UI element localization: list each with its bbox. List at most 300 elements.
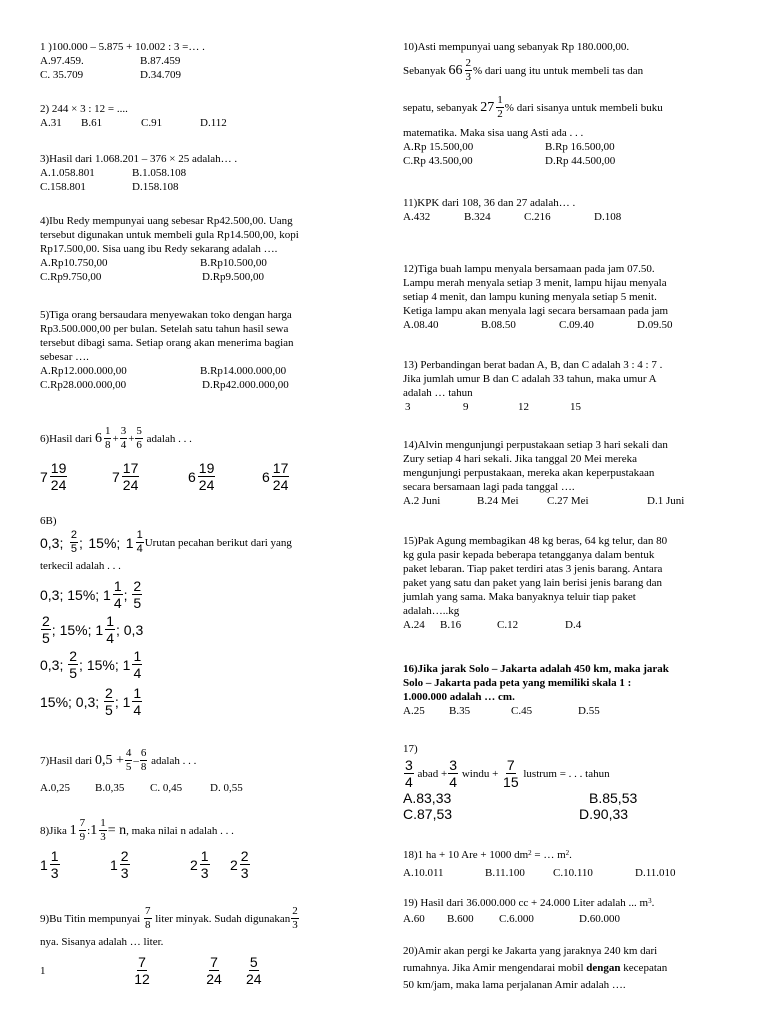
equals: = n — [107, 822, 127, 838]
question-6-prefix: 6)Hasil dari — [40, 432, 93, 445]
question-14-line: mengunjungi perpustakaan, mereka akan keperpustakaan — [403, 467, 655, 479]
question-16-line: 16)Jika jarak Solo – Jakarta adalah 450 km, maka jarak — [403, 663, 669, 675]
question-17-options-row2 — [403, 807, 751, 821]
question-16 — [403, 662, 751, 718]
option-a[interactable]: A.2 Juni — [403, 495, 441, 507]
numerator: 2 — [240, 848, 249, 864]
question-5-line: tersebut dibagi sama. Setiap orang akan menerima bagian — [40, 337, 294, 349]
numerator: 2 — [105, 685, 113, 701]
numerator: 2 — [70, 529, 77, 541]
option-b[interactable]: B.16 — [440, 619, 462, 631]
denominator: 3 — [120, 865, 129, 881]
mixed-fraction — [95, 426, 113, 451]
question-4-options — [40, 256, 370, 270]
separator: ; — [123, 586, 128, 603]
option-c[interactable]: C.27 Mei — [547, 495, 589, 507]
value: ; 0,3 — [115, 621, 144, 638]
question-20-line: 20)Amir akan pergi ke Jakarta yang jaraknya 240 km dari — [403, 945, 658, 957]
question-12-options — [403, 318, 751, 332]
numerator: 2 — [133, 578, 142, 594]
numerator: 1 — [497, 94, 503, 106]
option-a[interactable]: 3 — [405, 401, 411, 413]
mixed-fraction — [123, 686, 144, 717]
question-10-line: matematika. Maka sisa uang Asti ada . . . — [403, 127, 584, 139]
text: windu + — [461, 767, 499, 780]
option-c[interactable]: C.Rp9.750,00 — [40, 271, 102, 283]
numerator: 2 — [465, 57, 472, 69]
value: 15%; — [88, 534, 121, 551]
question-2-stem: 2) 244 × 3 : 12 = .... — [40, 103, 128, 115]
denominator: 4 — [136, 543, 143, 555]
fraction — [404, 758, 414, 789]
option-a[interactable]: A.1.058.801 — [40, 167, 95, 179]
option-b[interactable]: B.08.50 — [481, 319, 516, 331]
question-5-line: sebesar …. — [40, 351, 89, 363]
option-a[interactable]: 1 — [40, 964, 46, 977]
question-5-line: 5)Tiga orang bersaudara menyewakan toko dengan harga — [40, 309, 292, 321]
text: % dari uang itu untuk membeli tas dan — [473, 64, 644, 77]
question-9-text: liter minyak. Sudah digunakan — [155, 912, 291, 925]
question-13-options — [403, 400, 751, 414]
question-11 — [403, 196, 751, 224]
plus-sign: + — [128, 432, 135, 445]
whole: 6 — [262, 468, 270, 485]
denominator: 5 — [133, 595, 142, 611]
question-1-options-row2 — [40, 68, 370, 82]
value: 0,3; — [40, 534, 64, 551]
fraction — [41, 614, 51, 645]
option-c[interactable]: C.Rp 43.500,00 — [403, 155, 473, 167]
superscript: 3 — [648, 897, 652, 905]
question-8-options — [40, 849, 370, 880]
option-a[interactable]: A.24 — [403, 619, 425, 631]
denominator: 6 — [136, 439, 142, 451]
option-d[interactable]: D.4 — [565, 619, 582, 631]
fraction — [70, 530, 78, 555]
option-d[interactable] — [40, 686, 370, 717]
denominator: 5 — [70, 543, 77, 555]
question-6b-text: terkecil adalah . . . — [40, 560, 121, 572]
denominator: 3 — [292, 919, 298, 931]
option-c[interactable]: C.158.801 — [40, 181, 86, 193]
whole: 27 — [480, 99, 495, 115]
denominator: 24 — [198, 477, 215, 493]
question-1-stem: 1 )100.000 – 5.875 + 10.002 : 3 =… . — [40, 41, 205, 53]
denominator: 2 — [497, 108, 503, 120]
option-b[interactable]: B.Rp 16.500,00 — [545, 141, 615, 153]
question-9-prefix: 9)Bu Titin mempunyai — [40, 912, 141, 925]
fraction — [135, 426, 143, 451]
question-20-line — [403, 961, 751, 975]
option-c[interactable] — [188, 461, 262, 492]
mixed-fraction — [95, 614, 116, 645]
question-16-line: Solo – Jakarta pada peta yang memiliki skala 1 : — [403, 677, 632, 689]
option-d[interactable]: D.60.000 — [579, 913, 620, 925]
option-b[interactable]: B.87.459 — [140, 55, 181, 67]
question-9-options — [40, 955, 370, 986]
question-9-text: nya. Sisanya adalah … liter. — [40, 936, 164, 948]
denominator: 3 — [50, 865, 59, 881]
numerator: 2 — [120, 848, 129, 864]
question-19-options — [403, 912, 751, 926]
text: abad + — [417, 767, 448, 780]
denominator: 24 — [50, 477, 67, 493]
question-5-line: Rp3.500.000,00 per bulan. Setelah satu tahun hasil sewa — [40, 323, 289, 335]
denominator: 15 — [503, 774, 519, 790]
option-c[interactable] — [185, 955, 243, 986]
option-c[interactable]: C.09.40 — [559, 319, 594, 331]
question-8-stem — [40, 818, 370, 843]
numerator: 19 — [50, 460, 67, 476]
question-12 — [403, 262, 751, 332]
option-a[interactable]: A.25 — [403, 705, 425, 717]
question-18-options — [403, 866, 751, 880]
option-b[interactable]: B.Rp10.500,00 — [200, 257, 267, 269]
question-10-line — [403, 95, 751, 120]
mixed-fraction — [103, 579, 124, 610]
whole: 1 — [40, 856, 48, 873]
question-13-line: Jika jumlah umur B dan C adalah 33 tahun, maka umur A — [403, 373, 657, 385]
option-d[interactable]: 15 — [570, 401, 581, 413]
superscript: 2 — [565, 849, 570, 857]
question-2 — [40, 102, 370, 130]
question-15-line: kg gula pasir kepada beberapa tetangganya dalam bentuk — [403, 549, 655, 561]
option-d[interactable] — [262, 461, 290, 492]
question-13 — [403, 358, 751, 414]
question-12-line: Lampu merah menyala setiap 3 menit, lampu hijau menyala — [403, 277, 667, 289]
option-b[interactable] — [101, 955, 183, 986]
value: 0,5 + — [94, 752, 124, 768]
question-12-line: 12)Tiga buah lampu menyala bersamaan pada jam 07.50. — [403, 263, 655, 275]
option-d[interactable]: D.90,33 — [579, 806, 629, 822]
numerator: 1 — [200, 848, 209, 864]
mixed-fraction — [126, 530, 145, 555]
question-4-line: tersebut digunakan untuk membeli gula Rp14.500,00, kopi — [40, 229, 299, 241]
question-6 — [40, 426, 370, 492]
numerator: 2 — [69, 648, 78, 664]
question-7-prefix: 7)Hasil dari — [40, 754, 93, 767]
question-15-options — [403, 618, 751, 632]
option-a[interactable]: A.Rp10.750,00 — [40, 257, 108, 269]
superscript: 2 — [528, 849, 532, 857]
option-b[interactable] — [40, 614, 370, 645]
option-b[interactable] — [112, 461, 188, 492]
question-10-options-row2 — [403, 154, 751, 168]
whole: 1 — [122, 656, 131, 673]
text: Sebanyak — [403, 64, 446, 77]
option-d[interactable]: D.11.010 — [635, 867, 676, 879]
question-10-options — [403, 140, 751, 154]
question-18-stem — [403, 848, 751, 862]
option-b[interactable] — [110, 849, 190, 880]
question-17-options — [403, 791, 751, 805]
text: % dari sisanya untuk membeli buku — [504, 101, 663, 114]
whole: 1 — [122, 693, 131, 710]
mixed-fraction — [69, 817, 91, 843]
numerator: 5 — [249, 954, 258, 970]
question-14-line: 14)Alvin mengunjungi perpustakaan setiap 3 hari sekali dan — [403, 439, 668, 451]
question-5-options — [40, 364, 370, 378]
option-d[interactable]: D.112 — [200, 117, 227, 129]
question-6-suffix: adalah . . . — [146, 432, 192, 445]
question-6b-label: 6B) — [40, 515, 57, 527]
denominator: 4 — [120, 439, 127, 451]
option-a[interactable]: A.60 — [403, 913, 425, 925]
numerator: 1 — [106, 613, 114, 629]
denominator: 4 — [113, 595, 122, 611]
option-b[interactable]: B.85,53 — [589, 790, 638, 806]
option-d[interactable]: D.09.50 — [637, 319, 673, 331]
question-6b-stem — [40, 530, 370, 555]
question-3-options-row2 — [40, 180, 370, 194]
question-4 — [40, 214, 370, 284]
denominator: 24 — [272, 477, 289, 493]
option-a[interactable]: A.10.011 — [403, 867, 444, 879]
question-15 — [403, 534, 751, 632]
option-d[interactable]: D.55 — [578, 705, 600, 717]
option-d[interactable]: D.108 — [594, 211, 622, 223]
option-b[interactable]: 9 — [463, 401, 469, 413]
question-13-line: adalah … tahun — [403, 387, 473, 399]
option-a[interactable]: A.97.459. — [40, 55, 84, 67]
numerator: 3 — [405, 757, 413, 773]
whole: 2 — [190, 856, 198, 873]
value: ; 15%; — [79, 656, 119, 673]
option-a[interactable] — [40, 849, 110, 880]
question-15-line: adalah…..kg — [403, 605, 460, 617]
option-c[interactable]: C. 35.709 — [40, 69, 84, 81]
denominator: 24 — [206, 971, 222, 987]
numerator: 5 — [136, 425, 142, 437]
denominator: 5 — [125, 761, 132, 773]
option-c[interactable] — [190, 849, 230, 880]
text: . — [651, 897, 655, 909]
whole: 1 — [90, 822, 98, 838]
denominator: 3 — [465, 71, 472, 83]
mixed-fraction — [123, 649, 144, 680]
option-b[interactable]: B.Rp14.000.000,00 — [200, 365, 287, 377]
question-9 — [40, 906, 370, 986]
question-5 — [40, 308, 370, 392]
question-12-line: Ketiga lampu akan menyala lagi secara bersamaan pada jam — [403, 305, 669, 317]
question-1-options — [40, 54, 370, 68]
option-a[interactable]: A.Rp 15.500,00 — [403, 141, 474, 153]
question-3-options — [40, 166, 370, 180]
separator: ; — [114, 693, 119, 710]
option-d[interactable]: D.34.709 — [140, 69, 181, 81]
numerator: 7 — [506, 757, 515, 773]
text: 19) Hasil dari 36.000.000 cc + 24.000 Liter adalah ... m — [403, 897, 649, 909]
question-8-suffix: , maka nilai n adalah . . . — [126, 824, 234, 837]
text: = … m — [531, 849, 566, 861]
option-c[interactable]: C.87,53 — [403, 806, 453, 822]
question-17 — [403, 742, 751, 821]
denominator: 5 — [105, 702, 113, 718]
question-6b — [40, 514, 370, 717]
option-c[interactable]: C.216 — [524, 211, 551, 223]
text: lustrum = . . . tahun — [523, 767, 610, 780]
value: 0,3; 15%; — [40, 586, 100, 603]
option-b[interactable]: B.35 — [449, 705, 471, 717]
mixed-fraction — [480, 95, 505, 120]
value: ; 15%; — [51, 621, 92, 638]
option-a[interactable] — [40, 579, 370, 610]
separator: ; — [78, 534, 83, 551]
whole: 1 — [110, 856, 118, 873]
denominator: 3 — [100, 831, 106, 843]
denominator: 3 — [240, 865, 249, 881]
denominator: 5 — [42, 630, 50, 646]
question-1 — [40, 40, 370, 82]
question-7-options — [40, 781, 370, 795]
question-15-line: jumlah yang sama. Maka banyaknya teluir tiap paket — [403, 591, 636, 603]
value: 15%; 0,3; — [40, 693, 100, 710]
question-10 — [403, 40, 751, 168]
question-6-stem — [40, 426, 370, 451]
whole: 2 — [230, 856, 238, 873]
denominator: 4 — [106, 630, 114, 646]
option-a[interactable]: A.08.40 — [403, 319, 439, 331]
option-d[interactable] — [245, 955, 263, 986]
option-d[interactable]: D.Rp9.500,00 — [202, 271, 265, 283]
option-d[interactable] — [230, 849, 251, 880]
denominator: 3 — [200, 865, 209, 881]
option-b[interactable]: B.61 — [81, 117, 103, 129]
question-10-line — [403, 58, 751, 83]
numerator: 17 — [122, 460, 139, 476]
fraction — [502, 758, 520, 789]
numerator: 19 — [198, 460, 215, 476]
numerator: 1 — [100, 817, 106, 829]
whole: 7 — [112, 468, 120, 485]
whole: 1 — [103, 586, 111, 603]
option-a[interactable] — [40, 461, 112, 492]
option-b[interactable]: B.0,35 — [95, 782, 125, 794]
colon: : — [87, 824, 91, 837]
option-a[interactable]: A.31 — [40, 117, 62, 129]
option-b[interactable]: B.11.100 — [485, 867, 525, 879]
question-16-line: 1.000.000 adalah … cm. — [403, 691, 515, 703]
option-c[interactable]: C.91 — [141, 117, 163, 129]
numerator: 1 — [104, 425, 111, 437]
denominator: 5 — [69, 665, 78, 681]
whole: 1 — [125, 534, 134, 551]
numerator: 7 — [79, 817, 86, 829]
question-6-options — [40, 461, 370, 492]
question-7-stem — [40, 748, 370, 773]
question-15-line: paket lebaran. Tiap paket terdiri atas 3 jenis barang. Antara — [403, 563, 663, 575]
numerator: 7 — [145, 905, 151, 917]
text: . — [569, 849, 572, 861]
question-20-line: 50 km/jam, maka lama perjalanan Amir adalah …. — [403, 979, 626, 991]
option-d[interactable]: D.1 Juni — [647, 495, 685, 507]
numerator: 1 — [113, 578, 122, 594]
numerator: 2 — [292, 905, 298, 917]
numerator: 1 — [133, 685, 142, 701]
option-c[interactable]: C. 0,45 — [150, 782, 183, 794]
option-c[interactable]: 12 — [518, 401, 529, 413]
option-b[interactable]: B.600 — [447, 913, 474, 925]
value: 0,3; — [40, 656, 64, 673]
numerator: 4 — [125, 747, 132, 759]
minus-sign: – — [133, 754, 139, 767]
denominator: 8 — [145, 919, 151, 931]
option-b[interactable]: B.1.058.108 — [132, 167, 187, 179]
plus-sign: + — [112, 432, 119, 445]
option-c[interactable]: C.12 — [497, 619, 519, 631]
question-16-options — [403, 704, 751, 718]
option-a[interactable]: A.0,25 — [40, 782, 70, 794]
option-c[interactable]: C.Rp28.000.000,00 — [40, 379, 127, 391]
denominator: 4 — [405, 774, 413, 790]
text: rumahnya. Jika Amir mengendarai mobil — [403, 962, 584, 974]
denominator: 4 — [133, 702, 142, 718]
denominator: 12 — [134, 971, 150, 987]
whole: 1 — [69, 822, 77, 838]
option-a[interactable]: A.432 — [403, 211, 431, 223]
question-2-options — [40, 116, 370, 130]
question-3-stem: 3)Hasil dari 1.068.201 – 376 × 25 adalah… . — [40, 153, 238, 165]
option-d[interactable]: D.Rp42.000.000,00 — [202, 379, 289, 391]
question-3 — [40, 152, 370, 194]
denominator: 8 — [104, 439, 111, 451]
option-a[interactable]: A.83,33 — [403, 790, 452, 806]
option-b[interactable]: B.24 Mei — [477, 495, 519, 507]
question-5-options-row2 — [40, 378, 370, 392]
fraction — [144, 906, 152, 931]
fraction — [120, 426, 128, 451]
numerator: 17 — [272, 460, 289, 476]
option-c[interactable] — [40, 649, 370, 680]
question-15-line: 15)Pak Agung membagikan 48 kg beras, 64 kg telur, dan 80 — [403, 535, 668, 547]
question-10-line: 10)Asti mempunyai uang sebanyak Rp 180.000,00. — [403, 41, 630, 53]
option-c[interactable]: C.10.110 — [553, 867, 593, 879]
option-b[interactable]: B.324 — [464, 211, 491, 223]
numerator: 1 — [50, 848, 59, 864]
question-19-stem — [403, 896, 751, 910]
option-c[interactable]: C.45 — [511, 705, 533, 717]
question-20 — [403, 944, 751, 992]
text: sepatu, sebanyak — [403, 101, 478, 114]
fraction — [104, 686, 114, 717]
option-c[interactable]: C.6.000 — [499, 913, 534, 925]
question-11-options — [403, 210, 751, 224]
question-9-stem — [40, 906, 370, 931]
fraction — [68, 649, 78, 680]
question-8-prefix: 8)Jika — [40, 824, 67, 837]
numerator: 1 — [136, 529, 143, 541]
question-7 — [40, 748, 370, 795]
option-d[interactable]: D.158.108 — [132, 181, 179, 193]
question-13-line: 13) Perbandingan berat badan A, B, dan C adalah 3 : 4 : 7 . — [403, 359, 663, 371]
fraction — [125, 748, 133, 773]
question-4-line: Rp17.500,00. Sisa uang ibu Redy sekarang adalah …. — [40, 243, 278, 255]
question-19 — [403, 896, 751, 926]
question-14-line: secara bersamaan lagi pada tanggal …. — [403, 481, 575, 493]
numerator: 7 — [210, 954, 218, 970]
question-7-suffix: adalah . . . — [151, 754, 197, 767]
numerator: 3 — [449, 757, 458, 773]
whole: 6 — [94, 430, 102, 446]
option-d[interactable]: D. 0,55 — [210, 782, 243, 794]
option-d[interactable]: D.Rp 44.500,00 — [545, 155, 616, 167]
question-14-line: Zury setiap 4 hari sekali. Jika tanggal 20 Mei mereka — [403, 453, 637, 465]
denominator: 9 — [79, 831, 86, 843]
fraction — [140, 748, 148, 773]
option-a[interactable]: A.Rp12.000.000,00 — [40, 365, 127, 377]
denominator: 24 — [122, 477, 139, 493]
numerator: 6 — [140, 747, 147, 759]
